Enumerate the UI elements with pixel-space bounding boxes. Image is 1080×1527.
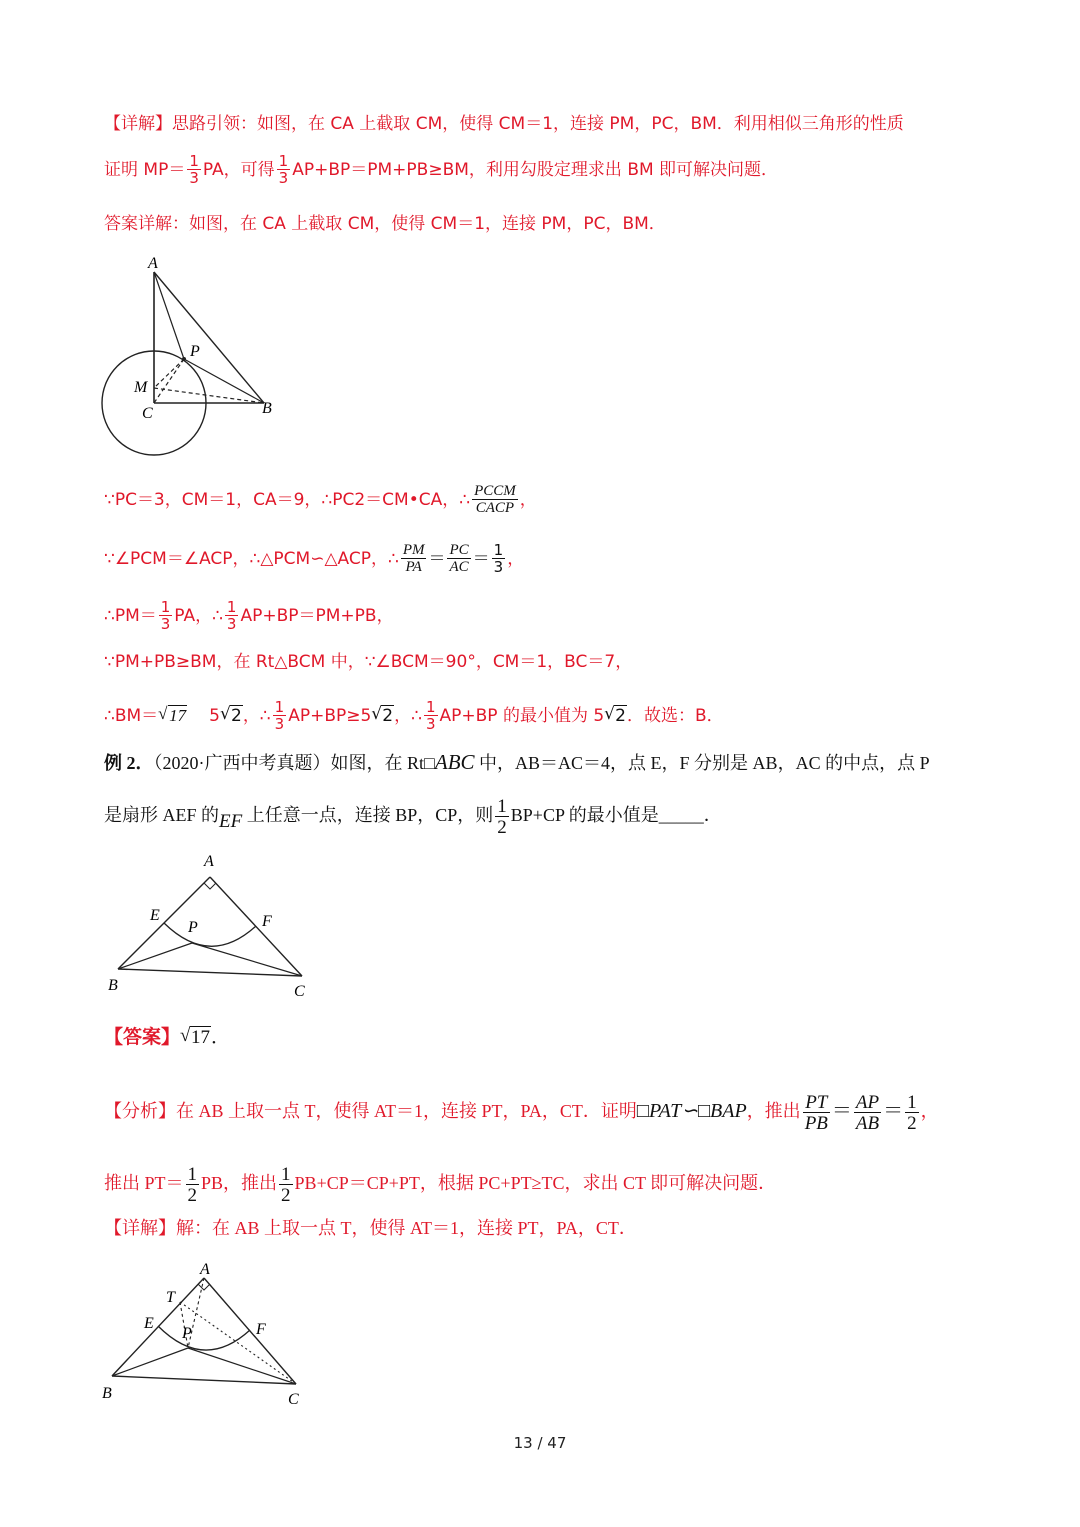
fig2-label-b: B xyxy=(108,977,118,994)
step-line2: ∵∠PCM＝∠ACP，∴△PCM∽△ACP，∴ $\frac{PM}{PA}$ ＝ $\frac{PC}{AC}$ ＝ $\frac{1}{3}$ ， xyxy=(104,541,525,576)
step-line3: ∴PM＝ $\frac{1}{3}$ PA，∴ $\frac{1}{3}$ AP+BP＝PM+PB， xyxy=(104,598,394,633)
fig1-label-c: C xyxy=(142,405,153,422)
fig3-label-c: C xyxy=(288,1391,299,1408)
answer-line: 【答案】√ 17． xyxy=(104,1026,230,1050)
fig3-label-f: F xyxy=(256,1321,266,1338)
fig3-label-p: P xyxy=(182,1325,192,1342)
fig1-label-p: P xyxy=(190,343,200,360)
detail-intro-line2: 证明 MP＝ $\frac{1}{3}$ PA，可得 $\frac{1}{3}$ AP+BP＝PM+PB≥BM，利用勾股定理求出 BM 即可解决问题． xyxy=(104,152,779,187)
fig2-label-a: A xyxy=(204,853,214,870)
analysis-line2: 推出 PT＝ $\frac{1}{2}$ PB，推出 $\frac{1}{2}$ PB+CP＝CP+PT，根据 PC+PT≥TC，求出 CT 即可解决问题． xyxy=(104,1164,777,1206)
analysis-line1: 【分析】在 AB 上取一点 T，使得 AT＝1，连接 PT，PA，CT．证明□PAT∽□BAP，推出 $\frac{PT}{PB}$ ＝ $\frac{AP}{AB}$ ＝ $\frac{1}{2}$ ， xyxy=(104,1092,939,1134)
figure-sector-triangle xyxy=(100,848,320,1000)
fig3-label-e: E xyxy=(144,1315,154,1332)
step-line4: ∵PM+PB≥BM，在 Rt△BCM 中，∵∠BCM＝90°，CM＝1，BC＝7， xyxy=(104,652,633,672)
figure-circle-triangle xyxy=(96,250,286,460)
detail-line: 【详解】解：在 AB 上取一点 T，使得 AT＝1，连接 PT，PA，CT． xyxy=(104,1218,637,1238)
fig2-label-p: P xyxy=(188,919,198,936)
fig3-label-t: T xyxy=(166,1289,175,1306)
page-number: 13 / 47 xyxy=(513,1434,567,1452)
fig3-label-b: B xyxy=(102,1385,112,1402)
fig3-label-a: A xyxy=(200,1261,210,1278)
fig1-label-a: A xyxy=(148,255,158,272)
detail-intro-line1: 【详解】思路引领：如图，在 CA 上截取 CM，使得 CM＝1，连接 PM，PC，BM．利用相似三角形的性质 xyxy=(104,114,904,134)
step-line1: ∵PC＝3，CM＝1，CA＝9，∴PC2＝CM•CA，∴ $\frac{\text{PCCM}}{\text{CACP}}$ ， xyxy=(104,483,537,516)
fig1-label-b: B xyxy=(262,400,272,417)
figure-sector-triangle-t xyxy=(96,1256,316,1408)
fig1-label-m: M xyxy=(134,379,148,396)
answer-detail-line: 答案详解：如图，在 CA 上截取 CM，使得 CM＝1，连接 PM，PC，BM． xyxy=(104,214,666,234)
step-line5: ∴BM＝√ 17 5√ 2，∴ $\frac{1}{3}$ AP+BP≥5√ 2，∴ $\frac{1}{3}$ AP+BP 的最小值为 5√ 2．故选：B． xyxy=(104,700,724,732)
example2-line2: 是扇形 AEF 的EF 上任意一点，连接 BP，CP，则 $\frac{1}{2}$ BP+CP 的最小值是_____． xyxy=(104,796,722,838)
example2-line1: 例 2．（2020·广西中考真题）如图，在 Rt□ABC 中，AB＝AC＝4，点 E，F 分别是 AB，AC 的中点，点 P xyxy=(104,750,930,774)
fig2-label-e: E xyxy=(150,907,160,924)
fig2-label-c: C xyxy=(294,983,305,1000)
fig2-label-f: F xyxy=(262,913,272,930)
